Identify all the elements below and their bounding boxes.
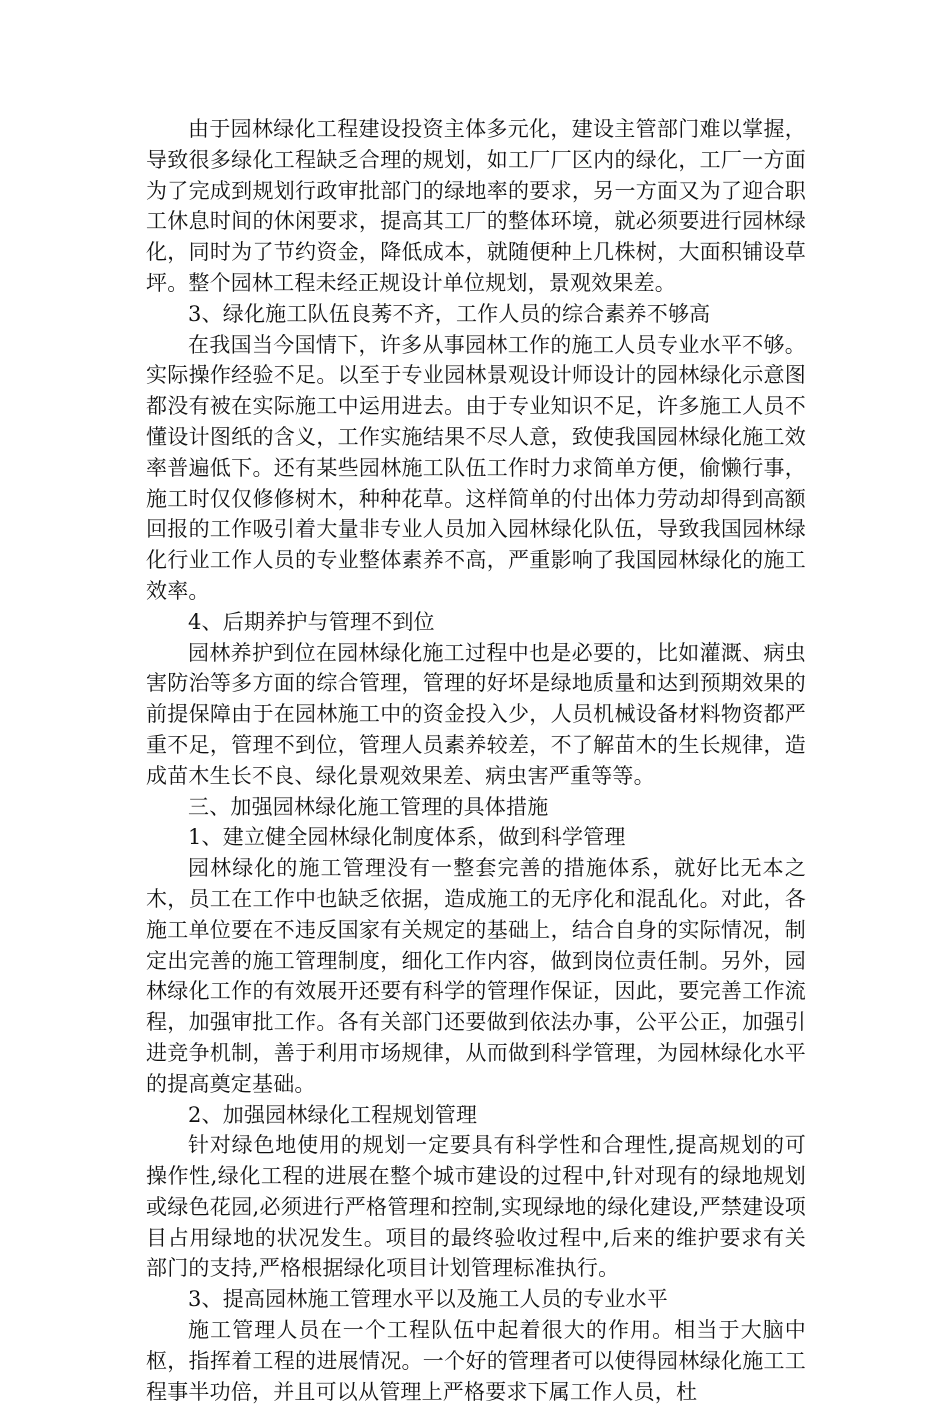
paragraph-planning-management: 针对绿色地使用的规划一定要具有科学性和合理性,提高规划的可操作性,绿化工程的进展在整个城市建设的过程中,针对现有的绿地规划或绿色花园,必须进行严格管理和控制,实现绿地的绿化建设,严禁建设项目占用绿地的状况发生。项目的最终验收过程中,后来的维护要求有关部门的支持,严格根据绿化项目计划管理标准执行。	[146, 1133, 806, 1281]
heading-construction-team-quality: 3、绿化施工队伍良莠不齐，工作人员的综合素养不够高	[188, 301, 711, 326]
document-body	[146, 114, 806, 1407]
heading-system-building: 1、建立健全园林绿化制度体系，做到科学管理	[188, 825, 626, 850]
heading-professional-level: 3、提高园林施工管理水平以及施工人员的专业水平	[188, 1287, 668, 1312]
paragraph-construction-team-quality: 在我国当今国情下，许多从事园林工作的施工人员专业水平不够。实际操作经验不足。以至于专业园林景观设计师设计的园林绿化示意图都没有被在实际施工中运用进去。由于专业知识不足，许多施工人员不懂设计图纸的含义，工作实施结果不尽人意，致使我国园林绿化施工效率普遍低下。还有某些园林施工队伍工作时力求简单方便，偷懒行事，施工时仅仅修修树木，种种花草。这样简单的付出体力劳动却得到高额回报的工作吸引着大量非专业人员加入园林绿化队伍，导致我国园林绿化行业工作人员的专业整体素养不高，严重影响了我国园林绿化的施工效率。	[146, 332, 806, 603]
paragraph-maintenance-management: 园林养护到位在园林绿化施工过程中也是必要的，比如灌溉、病虫害防治等多方面的综合管理，管理的好坏是绿地质量和达到预期效果的前提保障由于在园林施工中的资金投入少，人员机械设备材料物资都严重不足，管理不到位，管理人员素养较差，不了解苗木的生长规律，造成苗木生长不良、绿化景观效果差、病虫害严重等等。	[146, 640, 806, 788]
heading-planning-management: 2、加强园林绿化工程规划管理	[188, 1102, 478, 1127]
paragraph-professional-level: 施工管理人员在一个工程队伍中起着很大的作用。相当于大脑中枢，指挥着工程的进展情况。一个好的管理者可以使得园林绿化施工工程事半功倍，并且可以从管理上严格要求下属工作人员，杜	[146, 1318, 806, 1404]
paragraph-planning-issue: 由于园林绿化工程建设投资主体多元化，建设主管部门难以掌握，导致很多绿化工程缺乏合理的规划，如工厂厂区内的绿化，工厂一方面为了完成到规划行政审批部门的绿地率的要求，另一方面又为了迎合职工休息时间的休闲要求，提高其工厂的整体环境，就必须要进行园林绿化，同时为了节约资金，降低成本，就随便种上几株树，大面积铺设草坪。整个园林工程未经正规设计单位规划，景观效果差。	[146, 117, 806, 295]
paragraph-system-building: 园林绿化的施工管理没有一整套完善的措施体系，就好比无本之木，员工在工作中也缺乏依据，造成施工的无序化和混乱化。对此，各施工单位要在不违反国家有关规定的基础上，结合自身的实际情况，制定出完善的施工管理制度，细化工作内容，做到岗位责任制。另外，园林绿化工作的有效展开还要有科学的管理作保证，因此，要完善工作流程，加强审批工作。各有关部门还要做到依法办事，公平公正，加强引进竞争机制，善于利用市场规律，从而做到科学管理，为园林绿化水平的提高奠定基础。	[146, 856, 806, 1096]
heading-maintenance-management: 4、后期养护与管理不到位	[188, 609, 435, 634]
section-heading-measures: 三、加强园林绿化施工管理的具体措施	[188, 794, 549, 819]
